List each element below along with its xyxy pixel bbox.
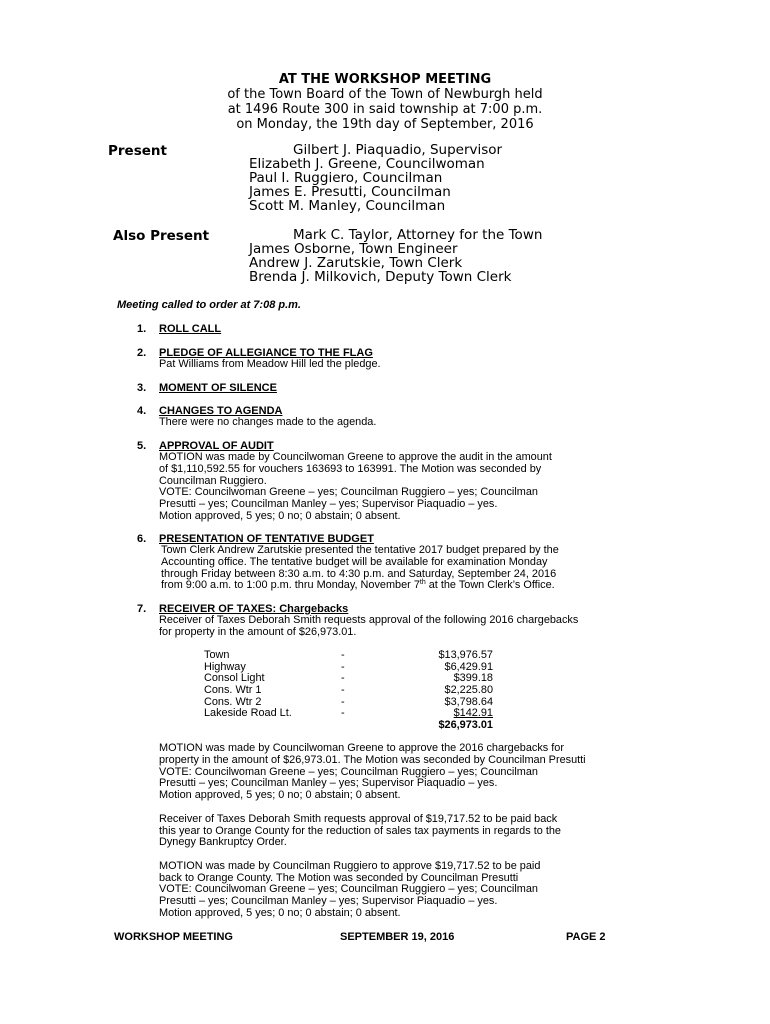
also-present-label: Also Present — [113, 228, 210, 244]
motion-text: VOTE: Councilwoman Greene – yes; Councilman Ruggiero – yes; Councilman — [159, 883, 538, 895]
item-text: There were no changes made to the agenda. — [159, 416, 377, 428]
attendee: Mark C. Taylor, Attorney for the Town — [293, 227, 543, 243]
item-text: Pat Williams from Meadow Hill led the pledge. — [159, 358, 381, 370]
attendee: Andrew J. Zarutskie, Town Clerk — [249, 255, 463, 271]
item-text: from 9:00 a.m. to 1:00 p.m. thru Monday, November 7th at the Town Clerk’s Office. — [161, 579, 555, 591]
attendee: Gilbert J. Piaquadio, Supervisor — [293, 142, 503, 158]
chargeback-amount: $13,976.57 — [438, 649, 493, 661]
present-label: Present — [108, 143, 167, 159]
request-text: Dynegy Bankruptcy Order. — [159, 836, 287, 848]
attendee: James E. Presutti, Councilman — [249, 184, 451, 200]
chargeback-dash: - — [341, 695, 345, 708]
footer-date: SEPTEMBER 19, 2016 — [340, 931, 455, 943]
chargeback-name: Highway — [204, 660, 246, 673]
chargeback-dash: - — [341, 684, 345, 697]
chargeback-dash: - — [341, 649, 345, 661]
item-heading: ROLL CALL — [159, 323, 222, 335]
item-text: VOTE: Councilwoman Greene – yes; Councilman Ruggiero – yes; Councilman — [159, 486, 538, 498]
footer-left: WORKSHOP MEETING — [114, 931, 233, 943]
chargeback-amount: $142.91 — [453, 707, 493, 720]
attendee: Scott M. Manley, Councilman — [249, 198, 446, 214]
chargebacks-table — [204, 650, 493, 732]
attendee: Elizabeth J. Greene, Councilwoman — [249, 156, 485, 172]
attendee: Paul I. Ruggiero, Councilman — [249, 170, 443, 186]
table-total-row — [204, 720, 493, 732]
motion-text: Motion approved, 5 yes; 0 no; 0 abstain; 0 absent. — [159, 906, 401, 919]
motion-text: Motion approved, 5 yes; 0 no; 0 abstain; 0 absent. — [159, 789, 401, 801]
motion-text: MOTION was made by Councilwoman Greene to approve the 2016 chargebacks for — [159, 742, 564, 754]
attendee: Brenda J. Milkovich, Deputy Town Clerk — [249, 269, 512, 285]
chargeback-dash: - — [341, 660, 345, 673]
item-heading: MOMENT OF SILENCE — [159, 382, 277, 394]
header-line: on Monday, the 19th day of September, 2016 — [236, 117, 534, 132]
motion-text: MOTION was made by Councilman Ruggiero to approve $19,717.52 to be paid — [159, 860, 541, 872]
header-line: at 1496 Route 300 in said township at 7:00 p.m. — [227, 102, 543, 117]
motion-text: Presutti – yes; Councilman Manley – yes; Supervisor Piaquadio – yes. — [159, 895, 498, 907]
table-row — [204, 650, 493, 662]
item-heading: PLEDGE OF ALLEGIANCE TO THE FLAG — [159, 347, 373, 359]
chargeback-amount: $6,429.91 — [444, 660, 493, 673]
item-number: 2. — [137, 347, 147, 359]
item-number: 6. — [137, 533, 147, 545]
item-text: Receiver of Taxes Deborah Smith requests approval of the following 2016 chargebacks — [159, 614, 579, 626]
item-number: 7. — [137, 603, 147, 615]
header-line: of the Town Board of the Town of Newburgh held — [227, 87, 543, 102]
item-text: for property in the amount of $26,973.01. — [159, 625, 357, 638]
item-number: 5. — [137, 440, 147, 452]
item-number: 3. — [137, 382, 147, 394]
item-heading: PRESENTATION OF TENTATIVE BUDGET — [159, 533, 374, 545]
item-heading: CHANGES TO AGENDA — [159, 405, 283, 417]
item-text: Town Clerk Andrew Zarutskie presented the tentative 2017 budget prepared by the — [161, 544, 559, 556]
item-text: Presutti – yes; Councilman Manley – yes; Supervisor Piaquadio – yes. — [159, 498, 498, 510]
item-text: of $1,110,592.55 for vouchers 163693 to 163991. The Motion was seconded by — [159, 463, 542, 475]
document-title: AT THE WORKSHOP MEETING — [278, 72, 492, 87]
item-text: Accounting office. The tentative budget will be available for examination Monday — [161, 556, 548, 568]
chargeback-name: Cons. Wtr 2 — [204, 695, 262, 708]
motion-text: Presutti – yes; Councilman Manley – yes; Supervisor Piaquadio – yes. — [159, 777, 498, 789]
item-text: MOTION was made by Councilwoman Greene to approve the audit in the amount — [159, 451, 552, 463]
chargeback-total: $26,973.01 — [438, 719, 493, 732]
motion-text: VOTE: Councilwoman Greene – yes; Councilman Ruggiero – yes; Councilman — [159, 765, 538, 778]
chargeback-amount: $2,225.80 — [444, 684, 493, 697]
chargeback-dash: - — [341, 672, 345, 685]
chargeback-dash: - — [341, 707, 345, 720]
request-text: this year to Orange County for the reduction of sales tax payments in regards to the — [159, 824, 561, 837]
table-row — [204, 685, 493, 697]
chargeback-amount: $399.18 — [453, 672, 493, 685]
chargeback-name: Lakeside Road Lt. — [204, 707, 292, 720]
item-number: 4. — [137, 405, 147, 417]
chargeback-name: Town — [204, 649, 230, 661]
chargeback-amount: $3,798.64 — [444, 695, 493, 708]
called-to-order: Meeting called to order at 7:08 p.m. — [117, 299, 301, 311]
item-text: Councilman Ruggiero. — [159, 474, 267, 487]
item-text: Motion approved, 5 yes; 0 no; 0 abstain; 0 absent. — [159, 509, 401, 522]
item-heading: APPROVAL OF AUDIT — [159, 440, 274, 452]
motion-text: property in the amount of $26,973.01. The Motion was seconded by Councilman Presutti — [159, 754, 586, 766]
item-number: 1. — [137, 323, 147, 335]
item-text: through Friday between 8:30 a.m. to 4:30 p.m. and Saturday, September 24, 2016 — [161, 567, 557, 580]
attendee: James Osborne, Town Engineer — [249, 241, 458, 257]
item-heading: RECEIVER OF TAXES: Chargebacks — [159, 603, 349, 615]
chargeback-name: Cons. Wtr 1 — [204, 684, 262, 697]
request-text: Receiver of Taxes Deborah Smith requests approval of $19,717.52 to be paid back — [159, 813, 558, 825]
chargeback-name: Consol Light — [204, 672, 265, 685]
motion-text: back to Orange County. The Motion was seconded by Councilman Presutti — [159, 871, 519, 884]
footer-page-number: PAGE 2 — [566, 931, 606, 943]
